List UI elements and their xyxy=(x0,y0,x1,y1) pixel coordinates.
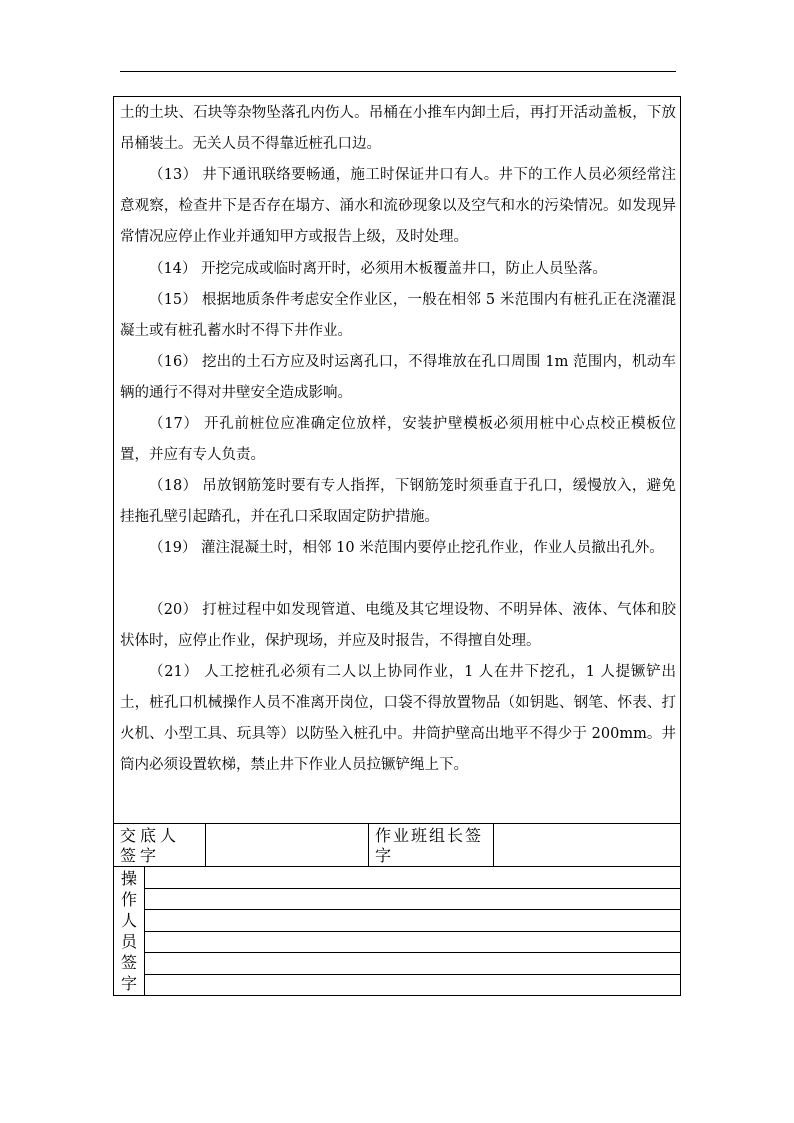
leader-signature-label: 作业班组长签字 xyxy=(369,824,494,866)
header-rule xyxy=(120,71,676,72)
operator-row-divider xyxy=(145,888,680,889)
operator-row-divider xyxy=(145,909,680,910)
presenter-signature-label: 交底人签字 xyxy=(114,824,206,866)
operators-signature-label: 操作人员签字 xyxy=(114,867,145,995)
paragraph-20: （20） 打桩过程中如发现管道、电缆及其它埋设物、不明异体、液体、气体和胶状体时，应停止作业，保护现场，并应及时报告，不得擅自处理。 xyxy=(120,602,676,649)
paragraph-18: （18） 吊放钢筋笼时要有专人指挥，下钢筋笼时须垂直于孔口，缓慢放入，避免挂拖孔壁引起踏孔，并在孔口采取固定防护措施。 xyxy=(120,478,676,525)
operator-row-divider xyxy=(145,931,680,932)
paragraph-13: （13） 井下通讯联络要畅通，施工时保证井口有人。井下的工作人员必须经常注意观察，检查井下是否存在塌方、涌水和流砂现象以及空气和水的污染情况。如发现异常情况应停止作业并通知甲方或报告上级，及时处理。 xyxy=(120,167,676,245)
operator-row-divider xyxy=(145,974,680,975)
signature-row xyxy=(113,824,681,867)
operator-row-divider xyxy=(145,952,680,953)
paragraph-21: （21） 人工挖桩孔必须有二人以上协同作业，1 人在井下挖孔，1 人提镢铲出土，桩孔口机械操作人员不准离开岗位，口袋不得放置物品（如钥匙、钢笔、怀表、打火机、小型工具、玩具等）以防坠入桩孔中。井筒护壁高出地平不得少于 200mm。井筒内必须设置软梯，禁止井下作业人员拉镢铲绳上下。 xyxy=(120,664,676,773)
presenter-signature-field[interactable] xyxy=(206,824,369,866)
operators-signature-block xyxy=(113,867,681,996)
paragraph-continued: 土的土块、石块等杂物坠落孔内伤人。吊桶在小推车内卸土后，再打开活动盖板，下放吊桶装土。无关人员不得靠近桩孔口边。 xyxy=(120,105,676,152)
paragraph-15: （15） 根据地质条件考虑安全作业区，一般在相邻 5 米范围内有桩孔正在浇灌混凝土或有桩孔蓄水时不得下井作业。 xyxy=(120,292,676,339)
paragraph-17: （17） 开孔前桩位应准确定位放样，安装护壁模板必须用桩中心点校正模板位置，并应有专人负责。 xyxy=(120,416,676,463)
leader-signature-field[interactable] xyxy=(494,824,680,866)
paragraph-16: （16） 挖出的土石方应及时运离孔口，不得堆放在孔口周围 1m 范围内，机动车辆的通行不得对井壁安全造成影响。 xyxy=(120,354,677,401)
paragraph-19: （19） 灌注混凝土时，相邻 10 米范围内要停止挖孔作业，作业人员撤出孔外。 xyxy=(149,540,664,556)
paragraph-14: （14） 开挖完成或临时离开时，必须用木板覆盖井口，防止人员坠落。 xyxy=(149,261,608,277)
content-box xyxy=(113,96,681,824)
